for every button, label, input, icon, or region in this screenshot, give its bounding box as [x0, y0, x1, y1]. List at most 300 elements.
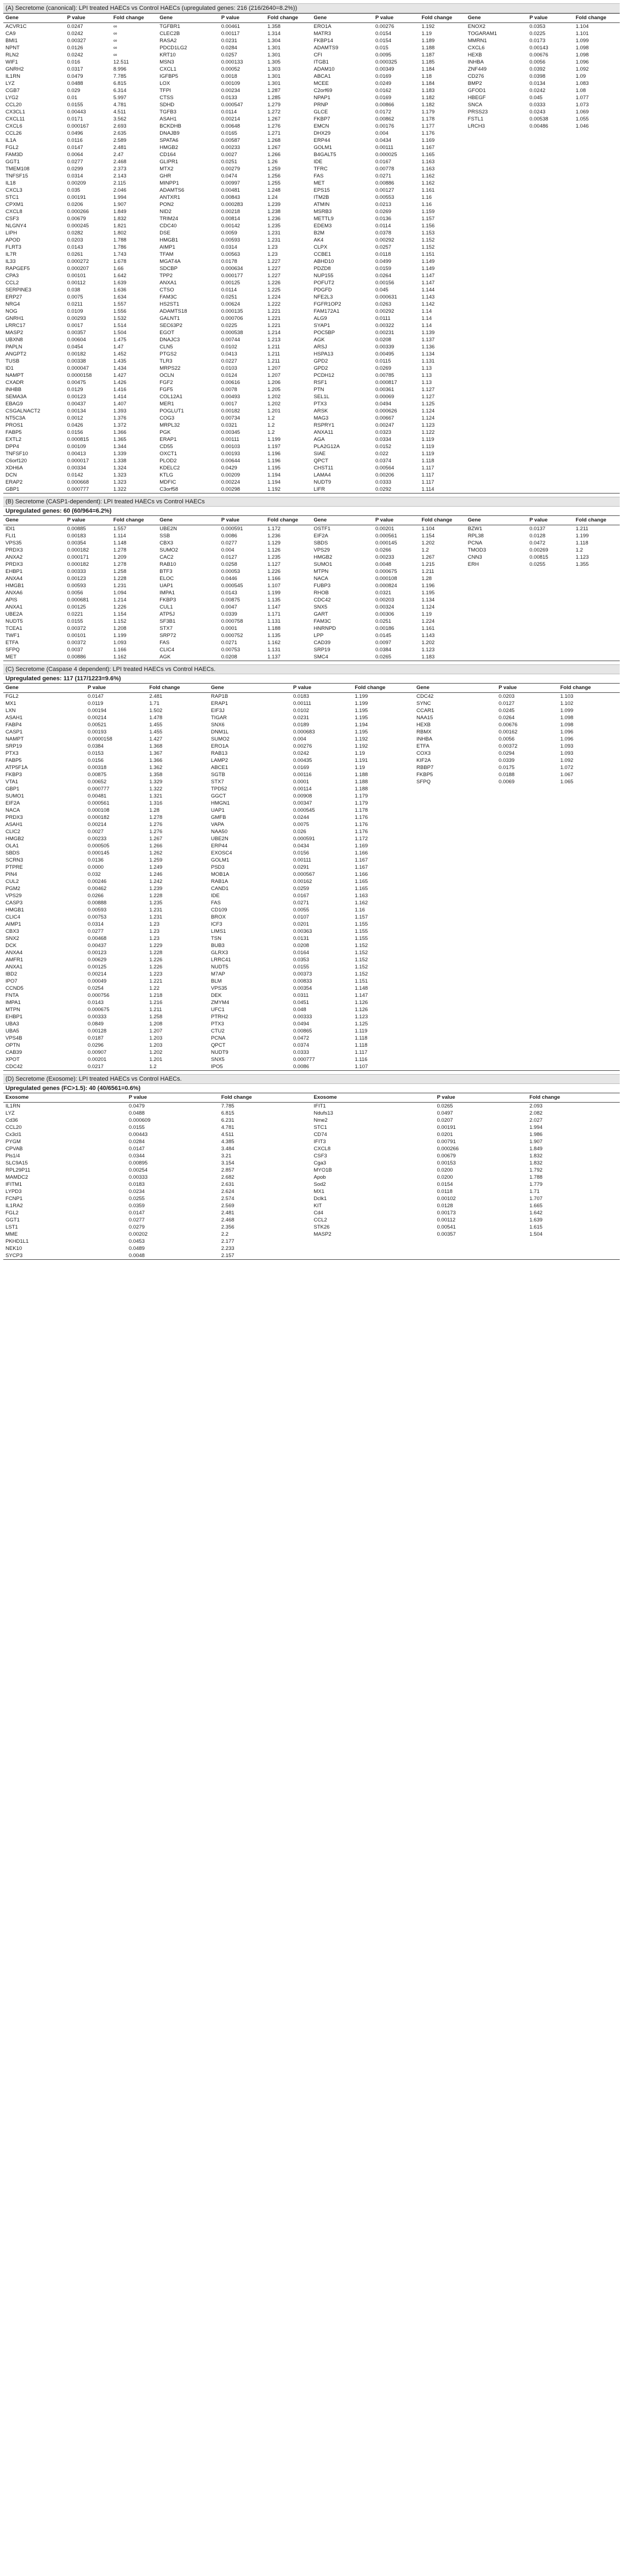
table-cell: 0.0434: [293, 843, 310, 849]
table-cell: 0.00156: [375, 280, 395, 286]
table-cell: ERP44: [313, 137, 330, 144]
table-cell: 1.159: [421, 209, 435, 215]
table-cell: 2.027: [529, 1117, 543, 1123]
table-cell: 1.427: [113, 372, 127, 378]
table-cell: VPS35: [5, 540, 22, 546]
table-cell: [527, 422, 573, 429]
table-cell: [527, 582, 573, 589]
table-cell: [558, 1056, 620, 1063]
table-cell: 0.00644: [221, 458, 241, 464]
table-cell: 1.166: [267, 576, 281, 582]
table-cell: 1.196: [267, 451, 281, 457]
table-cell: 0.00679: [67, 216, 86, 222]
table-row: [3, 1049, 620, 1056]
table-cell: 0.0155: [67, 102, 83, 108]
table-cell: [466, 568, 528, 575]
table-cell: 1.231: [149, 907, 163, 913]
table-cell: 0.0259: [293, 886, 310, 892]
table-cell: [466, 251, 528, 258]
table-cell: 1.093: [113, 640, 127, 646]
table-cell: [558, 842, 620, 850]
table-cell: 1.267: [267, 145, 281, 151]
table-cell: [527, 329, 573, 336]
table-cell: 0.00443: [67, 109, 86, 115]
table-cell: AIMP1: [159, 244, 175, 250]
table-cell: [527, 286, 573, 294]
table-cell: 1.229: [149, 943, 163, 949]
table-cell: 1.367: [149, 750, 163, 756]
table-cell: 0.00162: [499, 729, 518, 735]
table-row: [3, 928, 620, 935]
table-cell: 0.0378: [375, 230, 392, 236]
column-header: P value: [527, 14, 573, 23]
table-cell: 1.478: [149, 715, 163, 721]
table-cell: HMGB1: [159, 237, 179, 243]
table-cell: [312, 1252, 435, 1260]
table-row: [3, 315, 620, 322]
table-cell: LRRC41: [211, 957, 231, 963]
table-cell: 0.0128: [529, 533, 546, 539]
table-cell: CHST11: [313, 465, 334, 471]
table-cell: 1.148: [355, 985, 368, 991]
table-cell: [496, 864, 558, 871]
table-row: [3, 942, 620, 949]
table-cell: 0.00493: [221, 394, 241, 400]
table-cell: 0.000681: [67, 597, 89, 603]
table-cell: [414, 785, 496, 793]
table-cell: OSTF1: [313, 526, 331, 532]
table-cell: 1.152: [355, 950, 368, 956]
table-cell: MRPS22: [159, 365, 181, 371]
table-cell: [574, 365, 620, 372]
table-cell: PIN4: [5, 871, 18, 877]
table-cell: 1.092: [560, 758, 574, 764]
table-cell: [527, 222, 573, 230]
table-cell: 1.14: [421, 315, 432, 322]
table-cell: [558, 785, 620, 793]
table-cell: 0.00182: [67, 351, 86, 357]
table-cell: ADAMTS9: [313, 45, 339, 51]
table-cell: 0.00111: [375, 145, 393, 151]
table-cell: 2.624: [221, 1189, 235, 1195]
table-cell: 1.151: [355, 978, 368, 984]
table-row: [3, 721, 620, 728]
table-cell: 0.00333: [293, 1014, 312, 1020]
table-cell: [574, 343, 620, 351]
table-cell: 0.00679: [437, 1153, 456, 1159]
table-cell: 1.101: [575, 31, 589, 37]
table-cell: 1.067: [560, 772, 574, 778]
table-cell: [496, 949, 558, 956]
table-cell: 0.000245: [67, 223, 89, 229]
table-cell: 1.322: [149, 786, 163, 792]
table-cell: 1.152: [113, 618, 127, 624]
table-cell: [466, 230, 528, 237]
table-cell: 1.231: [149, 914, 163, 920]
table-cell: 1.707: [529, 1196, 543, 1202]
table-cell: 0.000567: [293, 871, 315, 877]
table-cell: 1.192: [421, 24, 435, 30]
table-cell: [558, 871, 620, 878]
table-cell: [466, 436, 528, 443]
table-cell: 0.0114: [375, 223, 391, 229]
table-cell: 1.124: [421, 408, 435, 414]
table-cell: Sod2: [313, 1181, 326, 1187]
table-cell: [574, 618, 620, 625]
table-cell: PRDX3: [5, 547, 23, 553]
table-cell: [466, 472, 528, 479]
table-cell: 0.000182: [67, 547, 89, 553]
table-cell: [574, 137, 620, 144]
table-cell: [496, 907, 558, 914]
table-cell: 1.096: [575, 59, 589, 65]
table-cell: [574, 265, 620, 272]
table-cell: 0.00908: [293, 793, 312, 799]
table-cell: [558, 857, 620, 864]
table-row: [3, 771, 620, 778]
table-cell: 1.314: [267, 31, 281, 37]
table-cell: 0.0056: [67, 590, 83, 596]
table-cell: 1.278: [113, 547, 127, 553]
table-cell: TGFB3: [159, 109, 176, 115]
table-cell: 1.832: [529, 1160, 543, 1166]
table-cell: 0.0271: [375, 173, 392, 179]
table-cell: FLRT3: [5, 244, 21, 250]
table-cell: 0.00193: [221, 451, 241, 457]
table-cell: LPP: [313, 633, 324, 639]
table-row: [3, 828, 620, 835]
table-cell: [414, 850, 496, 857]
table-cell: FKBP5: [416, 772, 433, 778]
table-cell: 2.177: [221, 1238, 235, 1244]
table-cell: 0.000133: [221, 59, 243, 65]
table-cell: [312, 1238, 435, 1245]
table-cell: [466, 379, 528, 386]
table-cell: 0.00201: [88, 1057, 107, 1063]
table-cell: ELOC: [159, 576, 174, 582]
table-cell: 1.368: [149, 743, 163, 749]
table-cell: 0.00734: [221, 415, 241, 421]
table-cell: EHBP1: [5, 1014, 23, 1020]
table-row: [3, 743, 620, 750]
table-cell: 1.267: [267, 116, 281, 122]
column-header: Gene: [157, 14, 219, 23]
table-cell: [574, 422, 620, 429]
table-cell: 0.000025: [375, 152, 397, 158]
table-cell: 0.0339: [499, 758, 515, 764]
table-cell: [527, 351, 573, 358]
table-cell: 0.00142: [221, 223, 241, 229]
table-cell: 1.557: [113, 526, 127, 532]
table-cell: [466, 215, 528, 222]
column-header: Fold change: [419, 14, 465, 23]
table-cell: 1.276: [149, 829, 163, 835]
table-row: [3, 187, 620, 194]
table-cell: 0.0258: [221, 561, 237, 567]
table-cell: 0.0353: [293, 957, 310, 963]
table-cell: CASP1: [5, 729, 23, 735]
table-cell: MCEE: [313, 81, 329, 87]
table-cell: CLPX: [313, 244, 328, 250]
table-cell: [414, 857, 496, 864]
table-cell: KIF2A: [416, 758, 431, 764]
data-table: [3, 683, 620, 1071]
table-cell: 1.144: [421, 287, 435, 293]
table-cell: 0.000538: [221, 330, 243, 336]
table-cell: 0.0255: [129, 1196, 145, 1202]
table-cell: ITM2B: [313, 194, 329, 200]
table-cell: SBDS: [313, 540, 328, 546]
table-cell: 1.155: [355, 928, 368, 934]
table-cell: MSN3: [159, 59, 174, 65]
table-cell: [558, 1013, 620, 1020]
table-cell: 0.0145: [375, 633, 392, 639]
table-cell: 1.504: [529, 1231, 543, 1237]
table-cell: [414, 1013, 496, 1020]
table-cell: [574, 201, 620, 208]
table-cell: 4.511: [113, 109, 126, 115]
table-cell: 0.000177: [221, 273, 243, 279]
column-header: Fold change: [353, 684, 415, 693]
table-cell: 1.276: [149, 822, 163, 828]
table-cell: DPP4: [5, 444, 19, 450]
table-row: [3, 165, 620, 173]
table-cell: PCNA: [467, 540, 483, 546]
table-cell: [527, 1252, 620, 1260]
table-cell: 0.00461: [221, 24, 241, 30]
table-cell: VAPA: [211, 822, 224, 828]
table-cell: 0.0188: [499, 772, 515, 778]
table-cell: 0.0075: [293, 822, 310, 828]
table-cell: 0.0225: [221, 323, 237, 329]
table-cell: [527, 625, 573, 632]
table-cell: [574, 639, 620, 646]
table-cell: 1.131: [267, 618, 281, 624]
table-cell: [527, 1238, 620, 1245]
table-row: [3, 653, 620, 661]
table-cell: 0.0078: [221, 387, 237, 393]
table-cell: 0.032: [88, 871, 101, 877]
table-cell: 0.00862: [375, 116, 395, 122]
table-cell: [496, 814, 558, 821]
table-cell: 1.107: [353, 1063, 415, 1071]
table-cell: 0.00843: [221, 194, 241, 200]
table-cell: 1.849: [113, 209, 127, 215]
table-cell: RAB13: [211, 750, 228, 756]
table-cell: CBX3: [5, 928, 19, 934]
table-cell: 0.00183: [67, 533, 86, 539]
table-cell: [574, 436, 620, 443]
table-cell: NUDT9: [313, 479, 331, 485]
table-cell: 1.098: [575, 45, 589, 51]
table-row: [3, 793, 620, 800]
table-cell: INHBB: [5, 387, 22, 393]
table-cell: 0.0172: [375, 109, 392, 115]
table-cell: GART: [313, 611, 328, 617]
table-cell: 0.0095: [375, 52, 392, 58]
table-cell: CXCL6: [5, 123, 22, 129]
table-cell: 1.205: [267, 387, 281, 393]
table-cell: 1.147: [355, 992, 368, 999]
table-cell: 0.0187: [88, 1035, 104, 1041]
table-cell: 0.0156: [67, 429, 83, 435]
table-cell: 1.242: [149, 879, 163, 885]
table-cell: 0.0277: [67, 159, 83, 165]
table-cell: AIMP1: [5, 921, 21, 927]
table-row: [3, 956, 620, 963]
table-cell: TPD52: [211, 786, 227, 792]
table-cell: 0.000266: [437, 1146, 459, 1152]
table-cell: IBD2: [5, 971, 18, 977]
table-cell: 1.358: [149, 772, 163, 778]
table-cell: 1.072: [560, 765, 574, 771]
table-cell: BZW1: [467, 526, 483, 532]
table-cell: LYZ: [5, 81, 15, 87]
table-cell: 1.24: [267, 194, 278, 200]
table-cell: [496, 899, 558, 907]
table-cell: [414, 971, 496, 978]
table-cell: [527, 646, 573, 653]
table-cell: [496, 1049, 558, 1056]
table-cell: 0.0359: [129, 1203, 145, 1209]
table-cell: 1.426: [113, 380, 127, 386]
table-cell: CSF3: [313, 1153, 327, 1159]
table-cell: EDEM3: [313, 223, 332, 229]
table-cell: CTSO: [159, 287, 174, 293]
table-cell: [466, 272, 528, 279]
table-cell: 0.0242: [529, 88, 546, 94]
column-header: Fold change: [527, 1093, 620, 1103]
table-row: [3, 436, 620, 443]
table-cell: 0.016: [67, 59, 81, 65]
table-cell: [466, 194, 528, 201]
table-cell: 1.636: [113, 287, 127, 293]
table-cell: 1.236: [267, 533, 281, 539]
table-cell: [527, 400, 573, 408]
table-cell: [527, 443, 573, 450]
table-row: [3, 23, 620, 31]
section-title: (A) Secretome (canonical): LPI treated HAECs vs Control HAECs (upregulated genes: 216 (216/2640=8.2%)): [3, 3, 620, 13]
table-cell: 1.196: [267, 458, 281, 464]
table-cell: 0.0291: [293, 864, 310, 870]
table-cell: 1.238: [267, 209, 281, 215]
table-cell: 1.304: [267, 38, 281, 44]
table-row: [3, 208, 620, 215]
table-cell: OLA1: [5, 843, 19, 849]
table-cell: 1.227: [267, 266, 281, 272]
table-cell: 0.00125: [221, 280, 241, 286]
table-cell: [527, 158, 573, 165]
table-cell: 0.0200: [437, 1174, 453, 1180]
table-cell: [496, 828, 558, 835]
table-cell: 8.996: [113, 66, 127, 72]
table-cell: 2.682: [221, 1174, 235, 1180]
table-cell: VPS35: [211, 985, 227, 991]
table-cell: 0.000547: [221, 102, 243, 108]
table-row: [3, 1160, 620, 1167]
table-cell: 1.194: [267, 472, 281, 478]
table-cell: 1.143: [421, 294, 435, 300]
table-cell: 1.235: [267, 223, 281, 229]
table-cell: 0.0488: [129, 1110, 145, 1116]
table-cell: FABP5: [5, 758, 22, 764]
table-cell: 1.262: [149, 850, 163, 856]
table-cell: [312, 1245, 435, 1252]
table-cell: PRNP: [313, 102, 328, 108]
table-cell: 0.0284: [129, 1139, 145, 1145]
table-cell: RPL29P11: [5, 1167, 31, 1173]
table-cell: 3.562: [113, 116, 127, 122]
column-header: P value: [127, 1093, 219, 1103]
table-cell: FKBP14: [313, 38, 333, 44]
table-cell: 1.316: [149, 800, 163, 806]
table-row: [3, 1245, 620, 1252]
table-cell: OCLN: [159, 372, 174, 378]
table-cell: 0.0162: [375, 88, 392, 94]
table-cell: 2.481: [221, 1210, 235, 1216]
table-cell: 0.0271: [221, 640, 237, 646]
table-cell: 1.366: [149, 758, 163, 764]
column-header: P value: [291, 684, 353, 693]
table-cell: ∞: [113, 38, 117, 44]
table-cell: MET: [313, 180, 325, 186]
table-row: [3, 80, 620, 87]
table-cell: 1.14: [421, 308, 432, 314]
table-cell: 1.167: [355, 864, 368, 870]
table-cell: 1.176: [355, 822, 368, 828]
table-cell: 0.00354: [67, 540, 86, 546]
table-cell: [527, 429, 573, 436]
table-cell: 0.0472: [293, 1035, 310, 1041]
table-cell: 0.00354: [293, 985, 312, 991]
table-cell: 0.0208: [375, 337, 392, 343]
table-row: [3, 30, 620, 37]
table-cell: LIMS1: [211, 928, 226, 934]
table-cell: 1.779: [529, 1181, 543, 1187]
table-cell: 0.0167: [293, 893, 310, 899]
table-cell: 1.197: [267, 444, 281, 450]
table-cell: 12.511: [113, 59, 129, 65]
table-cell: 0.00676: [529, 52, 548, 58]
table-cell: CAC2: [159, 554, 174, 560]
table-cell: [435, 1238, 528, 1245]
table-cell: 1.211: [575, 526, 588, 532]
table-cell: SUMO2: [211, 736, 230, 742]
table-cell: 1.183: [421, 88, 435, 94]
table-row: [3, 1231, 620, 1238]
table-cell: BTF3: [159, 569, 173, 575]
table-cell: 1.231: [267, 237, 281, 243]
table-cell: ARSK: [313, 408, 328, 414]
table-cell: FAS: [313, 173, 324, 179]
table-cell: [414, 907, 496, 914]
table-row: [3, 935, 620, 942]
table-cell: [527, 343, 573, 351]
table-cell: 0.000758: [221, 618, 243, 624]
table-cell: [435, 1252, 528, 1260]
table-cell: 0.0314: [221, 244, 237, 250]
table-cell: CCAR1: [416, 708, 435, 714]
table-cell: 1.142: [421, 301, 435, 307]
table-cell: PRDX3: [5, 814, 23, 821]
table-cell: ZNF449: [467, 66, 487, 72]
table-row: [3, 1138, 620, 1145]
table-cell: 0.000545: [221, 583, 243, 589]
table-cell: 1.849: [529, 1146, 543, 1152]
table-cell: 0.0344: [129, 1153, 145, 1159]
table-cell: ∞: [113, 31, 117, 37]
table-cell: 1.137: [421, 337, 435, 343]
